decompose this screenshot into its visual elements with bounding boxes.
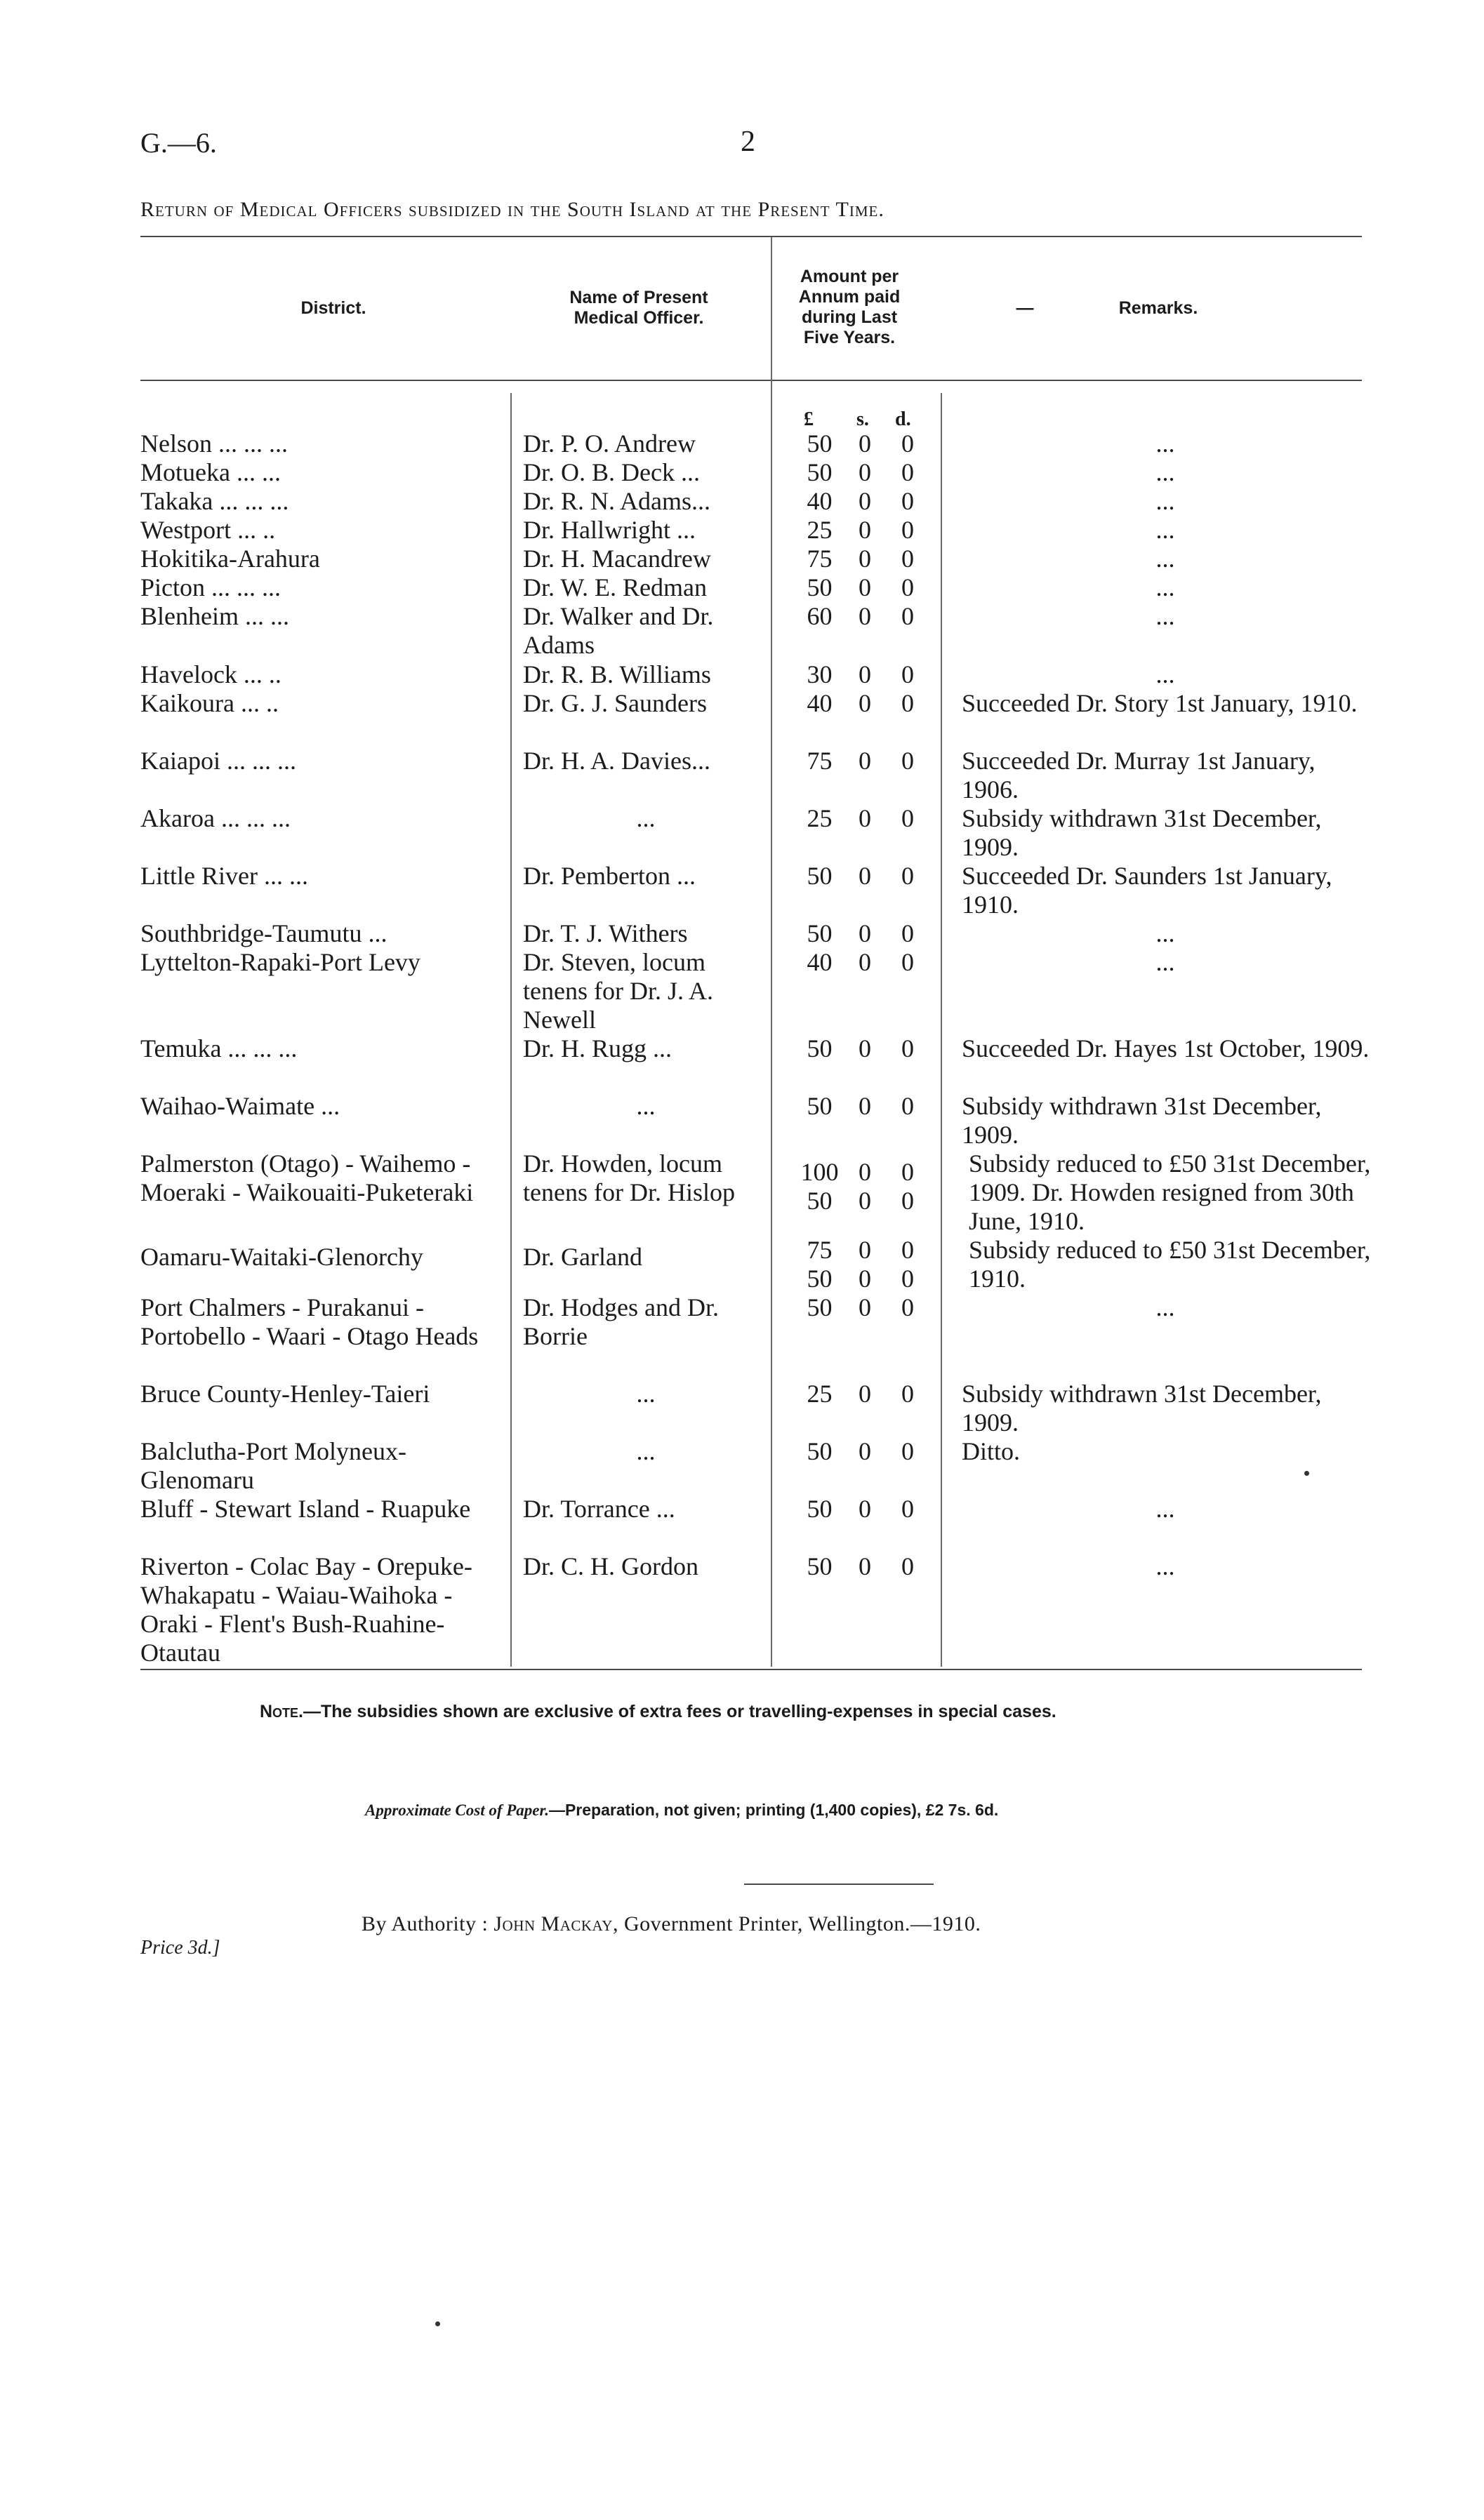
remarks-cell: ... [1155, 429, 1175, 458]
note-label: Note. [260, 1702, 304, 1721]
remarks-cell: ... [1155, 487, 1175, 515]
pounds-cell: 100 [800, 1158, 839, 1186]
district-cell: Port Chalmers - Purakanui - Portobello - Waari - Otago Heads [140, 1293, 479, 1350]
district-cell: Palmerston (Otago) - Waihemo - Moeraki - Waikouaiti-Puketeraki [140, 1149, 474, 1206]
pence-cell: 0 [901, 1293, 914, 1321]
cost-label: Approximate Cost of Paper. [365, 1801, 549, 1819]
amount-header-line: Five Years. [803, 328, 896, 347]
shillings-cell: 0 [859, 1552, 871, 1580]
pence-cell: 0 [901, 948, 914, 976]
district-cell: Waihao-Waimate ... [140, 1092, 340, 1120]
shillings-cell: 0 [859, 458, 871, 486]
pounds-cell: 50 [807, 1552, 833, 1580]
district-cell: Nelson ... ... ... [140, 429, 288, 458]
district-cell: Akaroa ... ... ... [140, 804, 291, 832]
officer-cell: Dr. G. J. Saunders [523, 689, 707, 717]
remarks-cell: Subsidy reduced to £50 31st December, 1910. [969, 1236, 1371, 1293]
shillings-cell: 0 [859, 1495, 871, 1523]
district-cell: Havelock ... .. [140, 660, 281, 688]
amount-header-line: Amount per [800, 267, 899, 286]
district-cell: Blenheim ... ... [140, 602, 289, 630]
shillings-cell: 0 [859, 689, 871, 717]
shillings-cell: 0 [859, 1236, 871, 1264]
remarks-cell: Succeeded Dr. Saunders 1st January, 1910. [962, 862, 1332, 919]
pence-cell: 0 [901, 1034, 914, 1062]
shillings-cell: 0 [859, 573, 871, 601]
officer-cell: Dr. T. J. Withers [523, 919, 688, 947]
pounds-cell: 50 [807, 1437, 833, 1465]
remarks-cell: ... [1155, 1293, 1175, 1321]
pence-cell: 0 [901, 1495, 914, 1523]
shillings-cell: 0 [859, 862, 871, 890]
officer-cell: Dr. Walker and Dr. Adams [523, 602, 714, 659]
page-title: Return of Medical Officers subsidized in the South Island at the Present Time. [140, 198, 885, 221]
pence-cell: 0 [901, 429, 914, 458]
column-divider [771, 237, 772, 1667]
table-note [260, 1702, 1056, 1722]
column-header-remarks: Remarks. [1118, 298, 1198, 318]
officer-cell: Dr. H. Macandrew [523, 545, 711, 573]
remarks-cell: ... [1155, 602, 1175, 630]
district-cell: Bruce County-Henley-Taieri [140, 1380, 430, 1408]
officer-cell: ... [636, 1380, 656, 1408]
pounds-cell: 60 [807, 602, 833, 630]
district-cell: Motueka ... ... [140, 458, 281, 486]
pence-cell: 0 [901, 1187, 914, 1215]
remarks-cell: ... [1155, 660, 1175, 688]
district-cell: Bluff - Stewart Island - Ruapuke [140, 1495, 471, 1523]
pounds-cell: 40 [807, 689, 833, 717]
authority-rule [744, 1884, 934, 1885]
header-bottom-rule [140, 380, 1362, 381]
authority-suffix: Government Printer, Wellington.—1910. [623, 1912, 981, 1935]
shillings-cell: 0 [859, 429, 871, 458]
page-number: 2 [741, 126, 755, 158]
officer-header-line: Medical Officer. [574, 308, 704, 328]
shillings-cell: 0 [859, 804, 871, 832]
officer-cell: ... [636, 1437, 656, 1465]
table-top-rule [140, 236, 1362, 237]
remarks-cell: ... [1155, 948, 1175, 976]
cost-of-paper [365, 1801, 998, 1820]
pence-cell: 0 [901, 545, 914, 573]
shillings-cell: 0 [859, 1034, 871, 1062]
unit-pence: d. [895, 408, 911, 430]
district-cell: Riverton - Colac Bay - Orepuke-Whakapatu - Waiau-Waihoka - Oraki - Flent's Bush-Ruahine-Otautau [140, 1552, 472, 1667]
unit-pounds: £ [804, 408, 814, 430]
officer-cell: Dr. O. B. Deck ... [523, 458, 700, 486]
shillings-cell: 0 [859, 487, 871, 515]
shillings-cell: 0 [859, 948, 871, 976]
amount-header-line: Annum paid [798, 287, 901, 307]
district-cell: Westport ... .. [140, 516, 276, 544]
district-cell: Southbridge-Taumutu ... [140, 919, 387, 947]
remarks-cell: ... [1155, 573, 1175, 601]
pence-cell: 0 [901, 1265, 914, 1293]
officer-cell: Dr. Howden, locum tenens for Dr. Hislop [523, 1149, 735, 1206]
officer-cell: Dr. Garland [523, 1243, 642, 1271]
officer-cell: Dr. P. O. Andrew [523, 429, 696, 458]
remarks-cell: Succeeded Dr. Story 1st January, 1910. [962, 689, 1358, 717]
pence-cell: 0 [901, 689, 914, 717]
unit-shillings: s. [856, 408, 869, 430]
table-bottom-rule [140, 1669, 1362, 1670]
remarks-header-dash: — [1016, 298, 1034, 318]
pounds-cell: 50 [807, 1265, 833, 1293]
officer-cell: Dr. Torrance ... [523, 1495, 675, 1523]
printer-authority [362, 1912, 981, 1936]
officer-cell: Dr. Hallwright ... [523, 516, 696, 544]
remarks-cell: ... [1155, 516, 1175, 544]
shillings-cell: 0 [859, 516, 871, 544]
shillings-cell: 0 [859, 602, 871, 630]
pounds-cell: 50 [807, 1187, 833, 1215]
officer-cell: Dr. Steven, locum tenens for Dr. J. A. Newell [523, 948, 713, 1034]
pence-cell: 0 [901, 1380, 914, 1408]
district-cell: Lyttelton-Rapaki-Port Levy [140, 948, 420, 976]
officer-cell: Dr. Hodges and Dr. Borrie [523, 1293, 719, 1350]
remarks-cell: Subsidy reduced to £50 31st December, 1909. Dr. Howden resigned from 30th June, 1910. [969, 1149, 1371, 1235]
remarks-cell: ... [1155, 458, 1175, 486]
pence-cell: 0 [901, 919, 914, 947]
pence-cell: 0 [901, 516, 914, 544]
pounds-cell: 50 [807, 919, 833, 947]
pounds-cell: 75 [807, 545, 833, 573]
officer-cell: Dr. Pemberton ... [523, 862, 696, 890]
pence-cell: 0 [901, 747, 914, 775]
shillings-cell: 0 [859, 1293, 871, 1321]
pounds-cell: 40 [807, 487, 833, 515]
shillings-cell: 0 [859, 545, 871, 573]
pounds-cell: 75 [807, 1236, 833, 1264]
shillings-cell: 0 [859, 1437, 871, 1465]
amount-header-line: during Last [801, 307, 898, 327]
remarks-cell: Ditto. [962, 1437, 1021, 1465]
cost-text: —Preparation, not given; printing (1,400 copies), £2 7s. 6d. [548, 1801, 999, 1819]
column-header-amount [779, 267, 920, 348]
pence-cell: 0 [901, 602, 914, 630]
column-header-district: District. [300, 298, 366, 318]
pounds-cell: 25 [807, 804, 833, 832]
pounds-cell: 50 [807, 429, 833, 458]
officer-cell: Dr. R. B. Williams [523, 660, 711, 688]
pence-cell: 0 [901, 1437, 914, 1465]
report-code: G.—6. [140, 127, 217, 159]
pence-cell: 0 [901, 862, 914, 890]
note-text: —The subsidies shown are exclusive of extra fees or travelling-expenses in special cases. [303, 1702, 1056, 1721]
district-cell: Takaka ... ... ... [140, 487, 289, 515]
pounds-cell: 40 [807, 948, 833, 976]
pence-cell: 0 [901, 1552, 914, 1580]
remarks-cell: Succeeded Dr. Murray 1st January, 1906. [962, 747, 1316, 804]
pounds-cell: 75 [807, 747, 833, 775]
remarks-cell: Succeeded Dr. Hayes 1st October, 1909. [962, 1034, 1370, 1062]
officer-cell: Dr. R. N. Adams... [523, 487, 711, 515]
remarks-cell: ... [1155, 1495, 1175, 1523]
remarks-cell: ... [1155, 1552, 1175, 1580]
pounds-cell: 50 [807, 1034, 833, 1062]
remarks-cell: ... [1155, 545, 1175, 573]
district-cell: Temuka ... ... ... [140, 1034, 298, 1062]
pounds-cell: 50 [807, 1495, 833, 1523]
officer-cell: ... [636, 804, 656, 832]
price: Price 3d.] [140, 1937, 220, 1959]
district-cell: Kaikoura ... .. [140, 689, 279, 717]
shillings-cell: 0 [859, 919, 871, 947]
shillings-cell: 0 [859, 1380, 871, 1408]
pounds-cell: 25 [807, 516, 833, 544]
pence-cell: 0 [901, 804, 914, 832]
pence-cell: 0 [901, 660, 914, 688]
print-speck [1304, 1471, 1309, 1476]
pounds-cell: 50 [807, 1092, 833, 1120]
officer-cell: Dr. H. Rugg ... [523, 1034, 673, 1062]
pounds-cell: 50 [807, 458, 833, 486]
officer-cell: Dr. C. H. Gordon [523, 1552, 698, 1580]
authority-prefix: By Authority : [362, 1912, 489, 1935]
pence-cell: 0 [901, 1092, 914, 1120]
pounds-cell: 50 [807, 862, 833, 890]
pence-cell: 0 [901, 487, 914, 515]
pounds-cell: 50 [807, 573, 833, 601]
pounds-cell: 25 [807, 1380, 833, 1408]
pounds-cell: 50 [807, 1293, 833, 1321]
district-cell: Hokitika-Arahura [140, 545, 320, 573]
district-cell: Oamaru-Waitaki-Glenorchy [140, 1243, 423, 1271]
officer-cell: Dr. W. E. Redman [523, 573, 707, 601]
printer-name: John Mackay, [493, 1912, 618, 1935]
shillings-cell: 0 [859, 1187, 871, 1215]
pence-cell: 0 [901, 573, 914, 601]
pounds-cell: 30 [807, 660, 833, 688]
pence-cell: 0 [901, 1158, 914, 1186]
remarks-cell: Subsidy withdrawn 31st December, 1909. [962, 1380, 1322, 1436]
officer-header-line: Name of Present [569, 288, 708, 307]
print-speck [435, 2321, 440, 2326]
pence-cell: 0 [901, 458, 914, 486]
district-cell: Balclutha-Port Molyneux-Glenomaru [140, 1437, 406, 1494]
remarks-cell: ... [1155, 919, 1175, 947]
pence-cell: 0 [901, 1236, 914, 1264]
shillings-cell: 0 [859, 1092, 871, 1120]
remarks-cell: Subsidy withdrawn 31st December, 1909. [962, 804, 1322, 861]
shillings-cell: 0 [859, 660, 871, 688]
shillings-cell: 0 [859, 747, 871, 775]
column-header-officer [534, 288, 744, 328]
shillings-cell: 0 [859, 1265, 871, 1293]
district-cell: Picton ... ... ... [140, 573, 281, 601]
column-divider [941, 393, 942, 1667]
officer-cell: Dr. H. A. Davies... [523, 747, 710, 775]
remarks-cell: Subsidy withdrawn 31st December, 1909. [962, 1092, 1322, 1149]
shillings-cell: 0 [859, 1158, 871, 1186]
officer-cell: ... [636, 1092, 656, 1120]
district-cell: Kaiapoi ... ... ... [140, 747, 296, 775]
district-cell: Little River ... ... [140, 862, 308, 890]
